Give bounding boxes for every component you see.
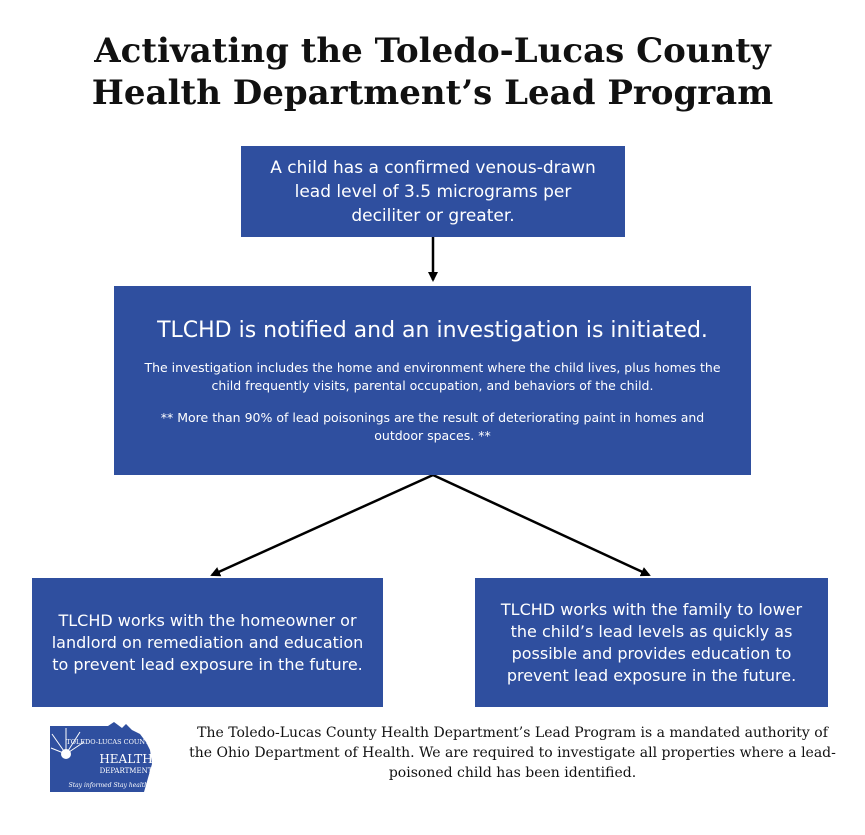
right-outcome-box <box>475 578 828 707</box>
trigger-text: A child has a confirmed venous-drawn lead level of 3.5 micrograms per deciliter or greater. <box>270 157 596 226</box>
investigation-detail: The investigation includes the home and environment where the child lives, plus homes the child frequently visits, parental occupation, and behaviors of the child. <box>144 359 721 393</box>
health-department-logo <box>48 720 173 795</box>
investigation-note: ** More than 90% of lead poisonings are the result of deteriorating paint in homes and outdoor spaces. ** <box>160 409 705 443</box>
investigation-heading: TLCHD is notified and an investigation is initiated. <box>157 317 708 343</box>
footer-note: The Toledo-Lucas County Health Department’s Lead Program is a mandated authority of the Ohio Department of Health. We are required to investigate all properties where a lead-poisoned child has been identified. <box>189 725 836 781</box>
investigation-box <box>114 286 751 475</box>
trigger-box <box>241 146 625 237</box>
left-outcome-box <box>32 578 383 707</box>
logo-line-2: HEALTH <box>99 752 153 766</box>
logo-tagline: Stay informed Stay healthy <box>68 782 152 789</box>
arrow-investigation-to-left <box>212 475 433 575</box>
logo-line-3: DEPARTMENT <box>99 767 153 775</box>
title-line-1: Activating the Toledo-Lucas County <box>94 31 771 71</box>
left-outcome-text: TLCHD works with the homeowner or landlord on remediation and education to prevent lead exposure in the future. <box>51 610 364 674</box>
logo-line-1: TOLEDO-LUCAS COUNTY <box>66 738 154 746</box>
arrow-investigation-to-right <box>433 475 649 575</box>
right-outcome-text: TLCHD works with the family to lower the child’s lead levels as quickly as possible and provides education to prevent lead exposure in the future. <box>500 599 803 685</box>
title-line-2: Health Department’s Lead Program <box>91 73 774 113</box>
